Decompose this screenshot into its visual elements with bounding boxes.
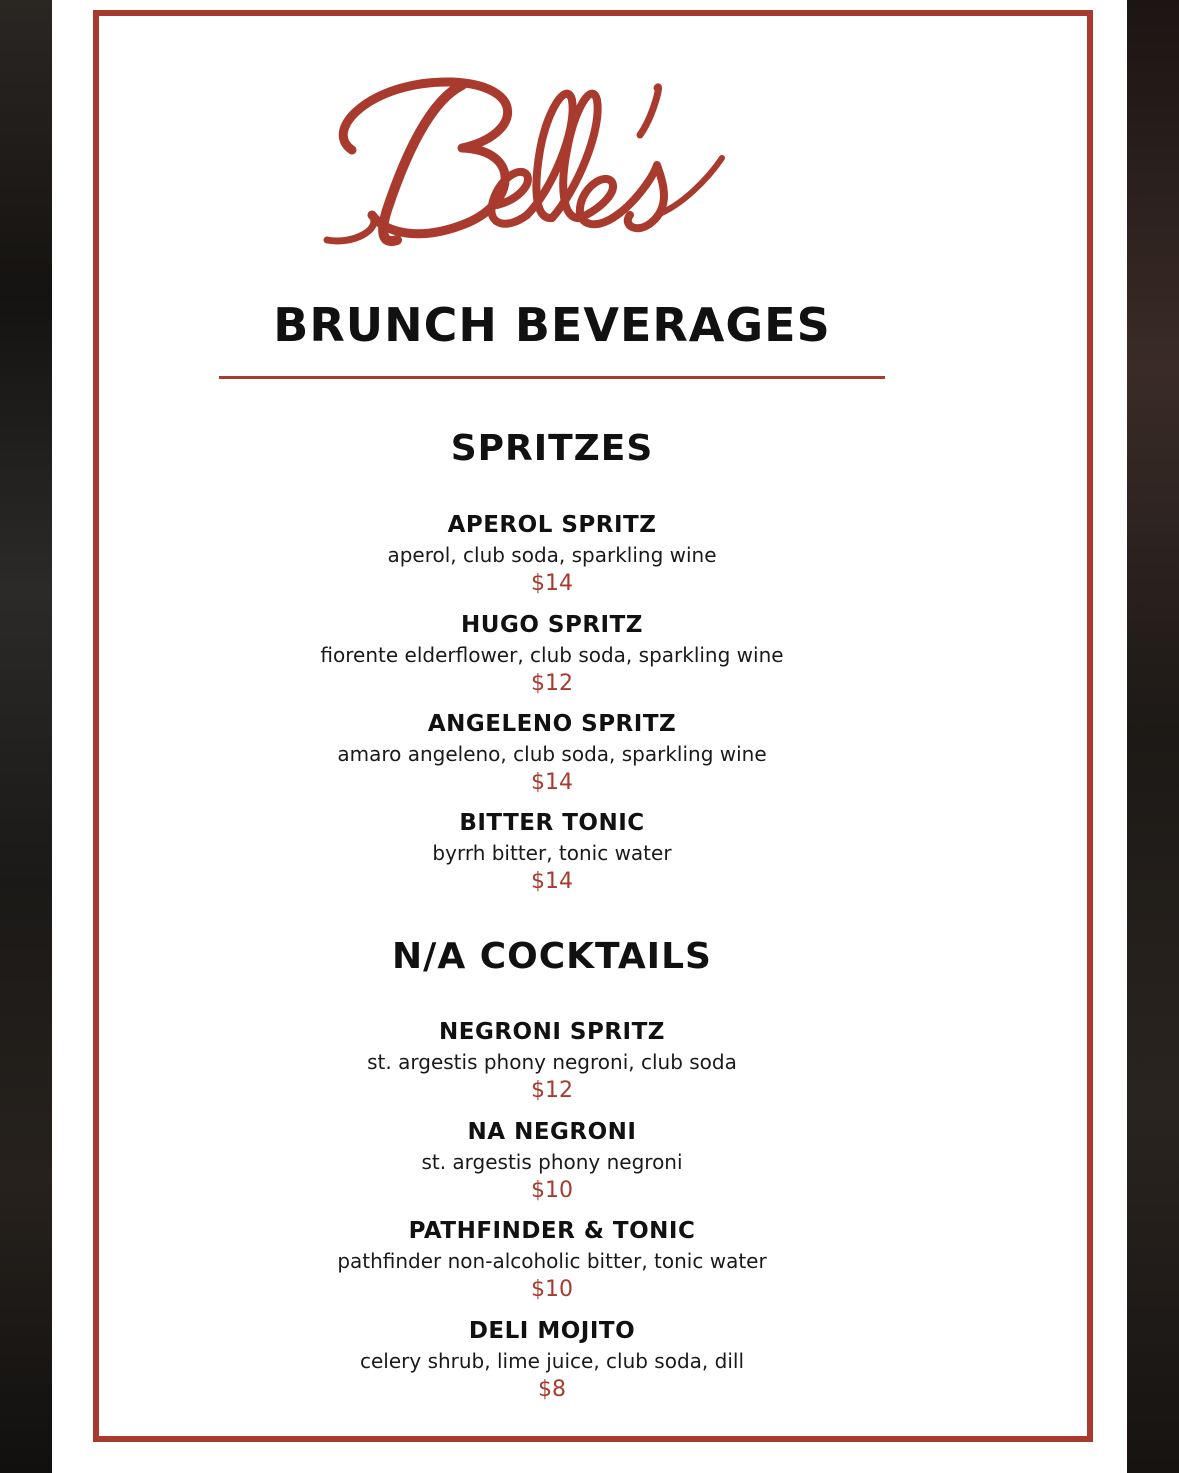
menu-item — [52, 1216, 1052, 1304]
page-title: BRUNCH BEVERAGES — [273, 298, 831, 352]
menu-item — [52, 1316, 1052, 1404]
item-description: st. argestis phony negroni, club soda — [367, 1050, 737, 1074]
item-description: celery shrub, lime juice, club soda, dill — [359, 1349, 744, 1373]
item-price: $8 — [538, 1377, 566, 1402]
item-description: pathfinder non-alcoholic bitter, tonic water — [337, 1249, 767, 1273]
item-price: $12 — [531, 671, 573, 696]
item-price: $10 — [531, 1277, 573, 1302]
item-name: BITTER TONIC — [459, 810, 645, 836]
menu-item — [52, 1117, 1052, 1205]
background-right-edge — [1127, 0, 1179, 1473]
menu-item — [52, 610, 1052, 698]
section-title-spritzes: SPRITZES — [450, 428, 654, 469]
item-price: $14 — [531, 770, 573, 795]
item-description: byrrh bitter, tonic water — [432, 841, 672, 865]
menu-item — [52, 510, 1052, 598]
item-name: NEGRONI SPRITZ — [439, 1019, 665, 1045]
item-name: PATHFINDER & TONIC — [408, 1218, 696, 1244]
item-price: $14 — [531, 571, 573, 596]
item-description: aperol, club soda, sparkling wine — [387, 543, 717, 567]
item-description: st. argestis phony negroni — [421, 1150, 683, 1174]
belles-logo — [312, 40, 792, 270]
item-price: $14 — [531, 869, 573, 894]
menu-sheet — [52, 0, 1127, 1473]
section-title-na-cocktails: N/A COCKTAILS — [392, 936, 712, 977]
menu-item — [52, 709, 1052, 797]
menu-content — [52, 0, 1052, 1432]
title-underline — [219, 376, 885, 379]
item-name: DELI MOJITO — [468, 1318, 636, 1344]
item-name: HUGO SPRITZ — [461, 612, 643, 638]
item-name: APEROL SPRITZ — [447, 512, 657, 538]
item-name: ANGELENO SPRITZ — [427, 711, 677, 737]
menu-item — [52, 1017, 1052, 1105]
background-left-edge — [0, 0, 52, 1473]
item-price: $10 — [531, 1178, 573, 1203]
item-name: NA NEGRONI — [467, 1119, 637, 1145]
item-description: amaro angeleno, club soda, sparkling wine — [337, 742, 767, 766]
item-description: fiorente elderflower, club soda, sparkling wine — [320, 643, 784, 667]
menu-item — [52, 808, 1052, 896]
item-price: $12 — [531, 1078, 573, 1103]
